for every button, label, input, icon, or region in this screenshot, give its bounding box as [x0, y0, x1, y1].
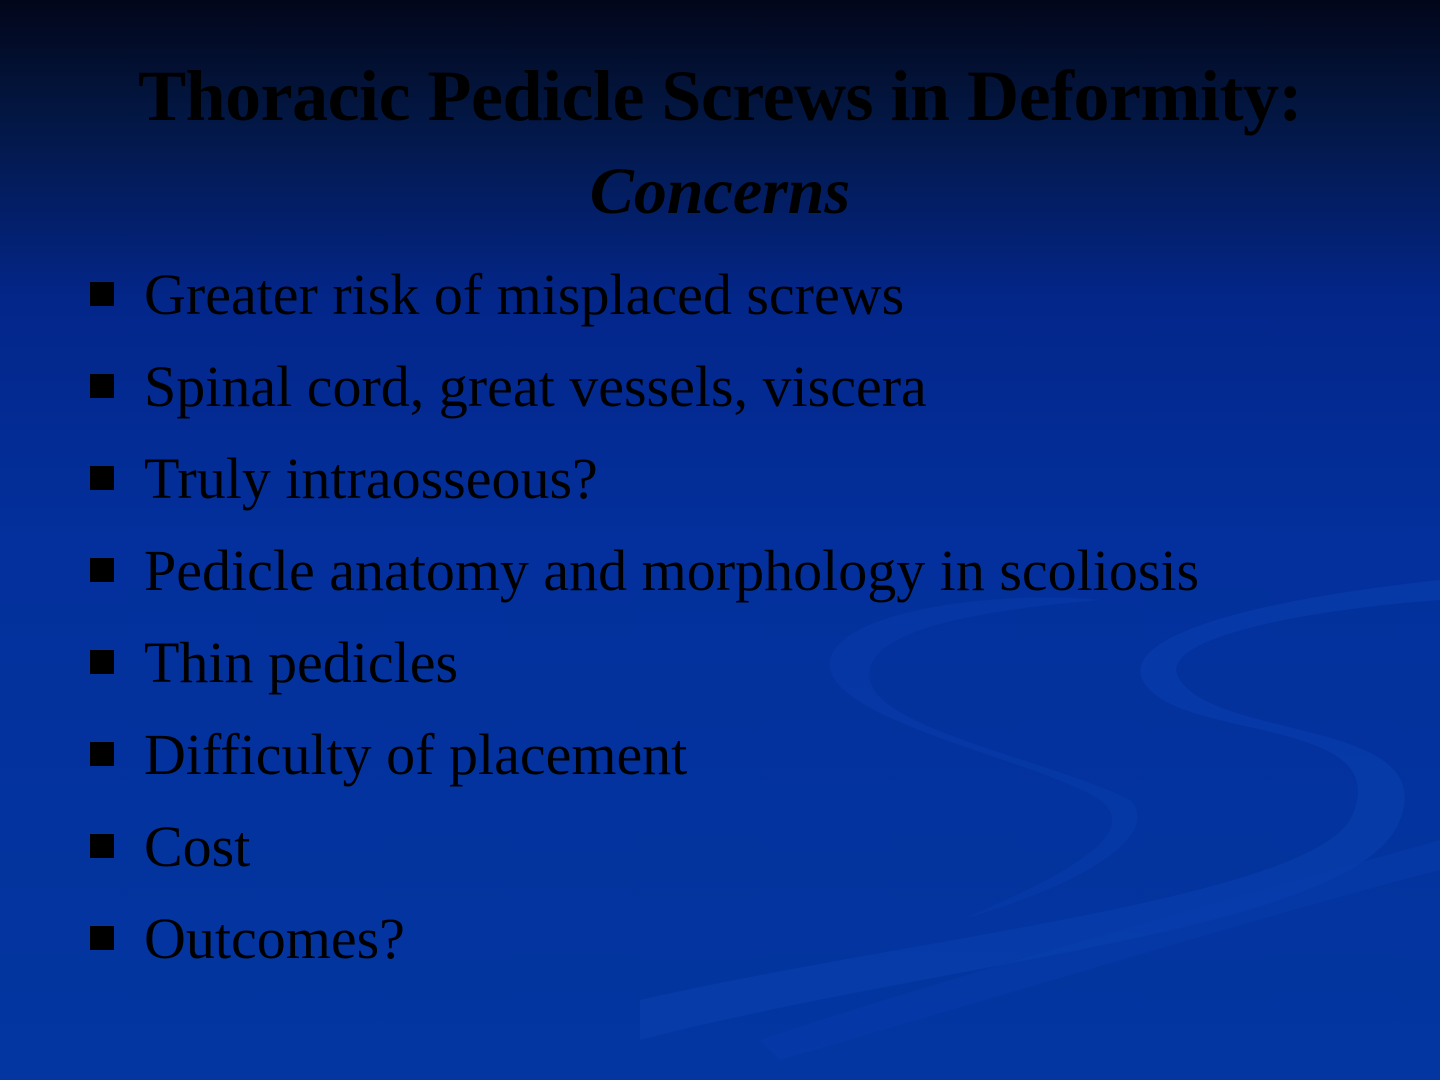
slide-title — [0, 48, 1440, 240]
bullet-item — [90, 708, 1199, 800]
bullet-item — [90, 524, 1199, 616]
bullet-item — [90, 800, 1199, 892]
bullet-text: Cost — [144, 813, 251, 879]
bullet-item — [90, 248, 1199, 340]
square-bullet-icon — [90, 926, 114, 950]
square-bullet-icon — [90, 834, 114, 858]
square-bullet-icon — [90, 650, 114, 674]
bullet-text: Truly intraosseous? — [144, 445, 598, 511]
bullet-text: Spinal cord, great vessels, viscera — [144, 353, 927, 419]
bullet-item — [90, 616, 1199, 708]
square-bullet-icon — [90, 374, 114, 398]
bullet-list — [90, 248, 1199, 984]
bullet-text: Greater risk of misplaced screws — [144, 261, 905, 327]
bullet-text: Difficulty of placement — [144, 721, 688, 787]
bullet-item — [90, 340, 1199, 432]
bullet-text: Outcomes? — [144, 905, 405, 971]
square-bullet-icon — [90, 282, 114, 306]
bullet-item — [90, 892, 1199, 984]
bullet-item — [90, 432, 1199, 524]
square-bullet-icon — [90, 742, 114, 766]
square-bullet-icon — [90, 466, 114, 490]
slide-title-subtitle: Concerns — [589, 155, 851, 228]
square-bullet-icon — [90, 558, 114, 582]
slide-title-main: Thoracic Pedicle Screws in Deformity: — [138, 56, 1302, 136]
bullet-text: Thin pedicles — [144, 629, 459, 695]
bullet-text: Pedicle anatomy and morphology in scoliosis — [144, 537, 1200, 603]
